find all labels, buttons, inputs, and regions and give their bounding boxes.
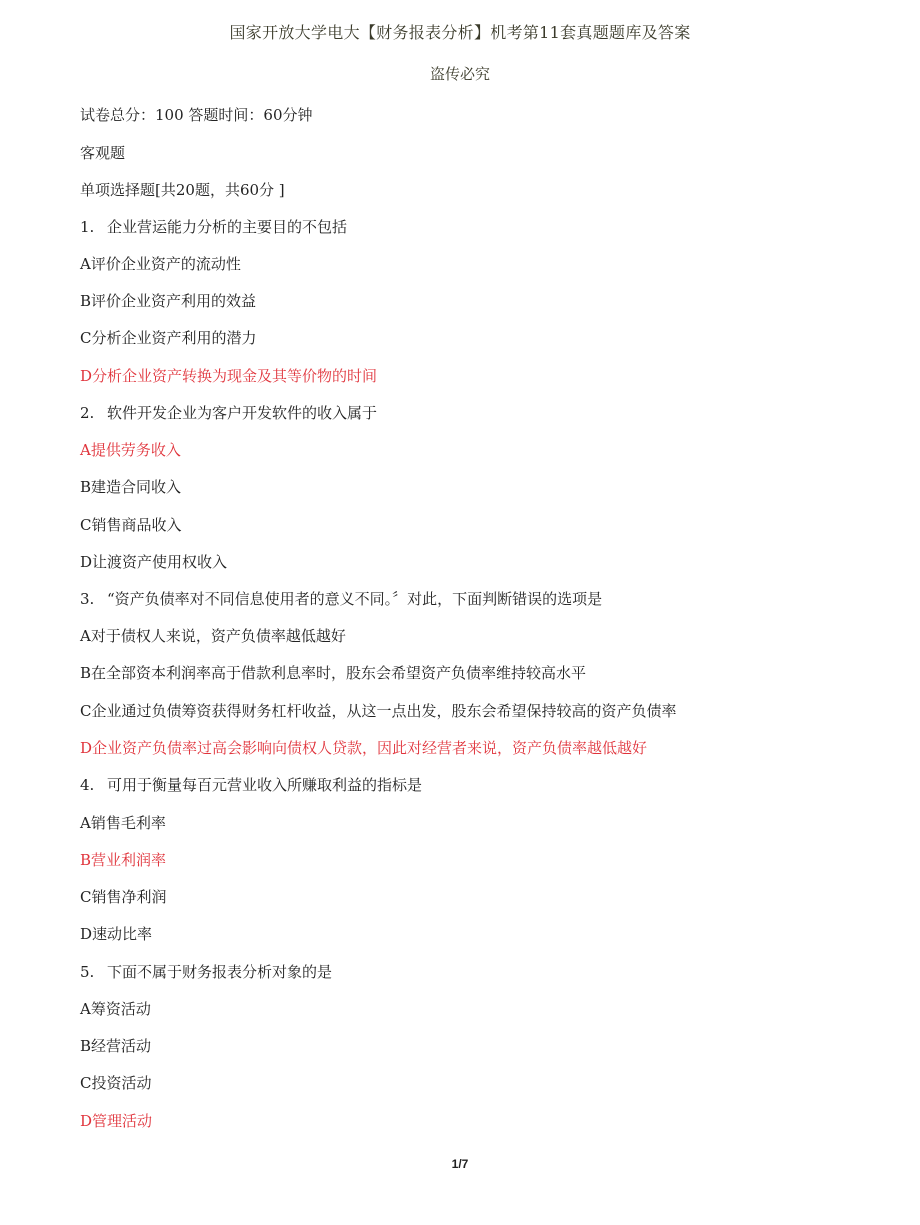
option-5d-answer: D管理活动 [80, 1112, 153, 1130]
option-1a: A评价企业资产的流动性 [80, 255, 241, 273]
option-4b-answer: B营业利润率 [80, 851, 167, 869]
question-text: 可用于衡量每百元营业收入所赚取利益的指标是 [107, 776, 423, 794]
question-text: 软件开发企业为客户开发软件的收入属于 [107, 404, 378, 422]
option-3b: B在全部资本利润率高于借款利息率时，股东会希望资产负债率维持较高水平 [80, 664, 587, 682]
question-number: 5. [80, 963, 95, 981]
option-1c: C分析企业资产利用的潜力 [80, 329, 257, 347]
document-title: 国家开放大学电大【财务报表分析】机考第11套真题题库及答案 [229, 23, 691, 42]
part-heading: 单项选择题[共20题，共60分 ] [80, 181, 285, 199]
option-1b: B评价企业资产利用的效益 [80, 292, 257, 310]
question-text: 企业营运能力分析的主要目的不包括 [107, 218, 348, 236]
question-1 [80, 216, 347, 237]
option-2a-answer: A提供劳务收入 [80, 441, 181, 459]
option-2d: D让渡资产使用权收入 [80, 553, 228, 571]
question-number: 1. [80, 218, 95, 236]
option-3c: C企业通过负债筹资获得财务杠杆收益，从这一点出发，股东会希望保持较高的资产负债率 [80, 702, 677, 720]
document-subtitle: 盗传必究 [429, 65, 490, 83]
option-5a: A筹资活动 [80, 1000, 151, 1018]
question-number: 2. [80, 404, 95, 422]
option-4a: A销售毛利率 [80, 814, 166, 832]
option-3d-answer: D企业资产负债率过高会影响向债权人贷款，因此对经营者来说，资产负债率越低越好 [80, 739, 648, 757]
option-5c: C投资活动 [80, 1074, 152, 1092]
section-heading: 客观题 [80, 144, 126, 162]
option-4c: C销售净利润 [80, 888, 167, 906]
page-number: 1/7 [451, 1157, 469, 1171]
question-2 [80, 402, 377, 423]
question-5 [80, 961, 332, 982]
question-3 [80, 588, 602, 609]
option-5b: B经营活动 [80, 1037, 152, 1055]
question-4 [80, 774, 422, 795]
option-4d: D速动比率 [80, 925, 153, 943]
question-number: 4. [80, 776, 95, 794]
exam-info: 试卷总分：100 答题时间：60分钟 [80, 106, 313, 124]
question-text: 下面不属于财务报表分析对象的是 [107, 963, 333, 981]
question-text: “资产负债率对不同信息使用者的意义不同。〞对此，下面判断错误的选项是 [107, 590, 603, 608]
question-number: 3. [80, 590, 95, 608]
option-2b: B建造合同收入 [80, 478, 182, 496]
option-2c: C销售商品收入 [80, 516, 182, 534]
option-1d-answer: D分析企业资产转换为现金及其等价物的时间 [80, 367, 378, 385]
option-3a: A对于债权人来说，资产负债率越低越好 [80, 627, 346, 645]
